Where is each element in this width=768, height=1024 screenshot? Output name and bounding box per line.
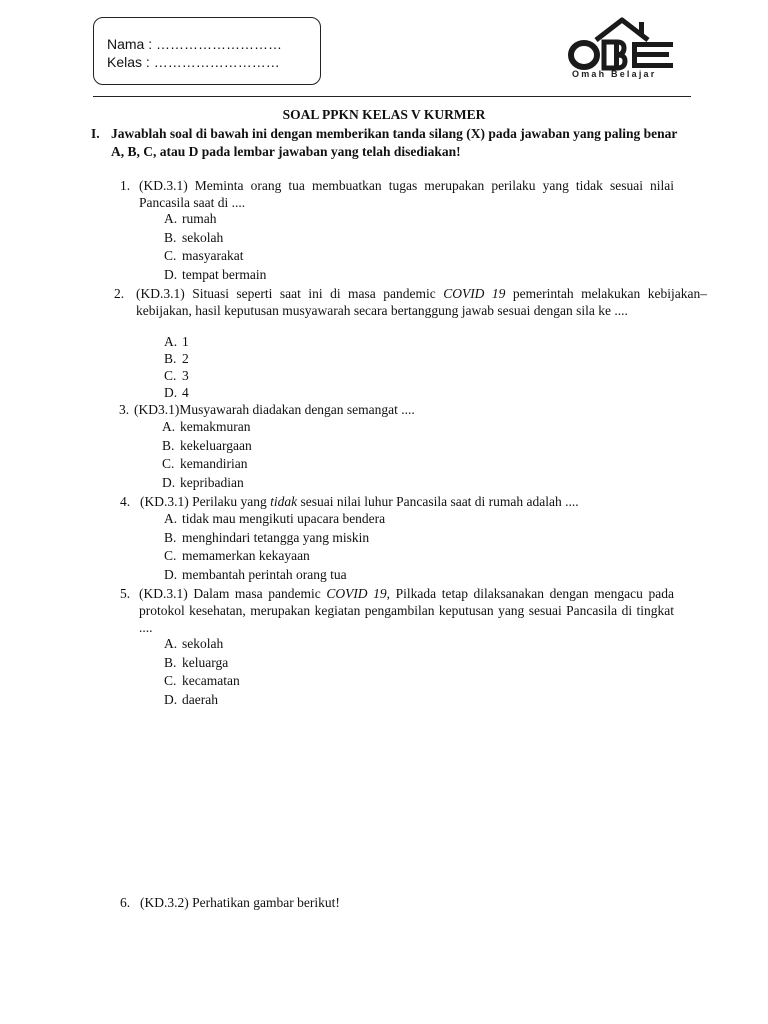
logo-caption: Omah Belajar <box>572 69 657 79</box>
question-text: (KD.3.2) Perhatikan gambar berikut! <box>140 895 340 910</box>
option-b[interactable]: B. sekolah <box>164 229 224 245</box>
question-2 <box>114 285 707 319</box>
option-d[interactable]: D. daerah <box>164 691 218 707</box>
question-number: 1. <box>120 178 131 193</box>
option-b[interactable]: B. kekeluargaan <box>162 437 252 453</box>
option-c[interactable]: C. 3 <box>164 368 189 383</box>
question-3 <box>119 401 679 418</box>
question-number: 2. <box>114 286 125 301</box>
question-1 <box>120 177 674 211</box>
option-d[interactable]: D. kepribadian <box>162 474 244 490</box>
name-field-label: Nama : ……………………… <box>107 36 283 52</box>
option-a[interactable]: A. rumah <box>164 211 217 226</box>
option-d[interactable]: D. membantah perintah orang tua <box>164 566 347 582</box>
question-text: (KD.3.1) Situasi seperti saat ini di masa pandemic COVID 19 pemerintah melakukan kebijakan–kebijakan, hasil keputusan musyawarah secara bertanggung jawab sesuai dengan sila ke .... <box>136 286 707 318</box>
question-4-options <box>164 510 385 584</box>
student-identity-box <box>93 17 321 85</box>
option-a[interactable]: A. tidak mau mengikuti upacara bendera <box>164 511 386 526</box>
question-2-options <box>164 333 189 401</box>
option-d[interactable]: D. tempat bermain <box>164 266 267 282</box>
question-text: (KD3.1)Musyawarah diadakan dengan semangat .... <box>134 402 415 417</box>
section-number: I. <box>91 126 100 141</box>
question-1-options <box>164 210 266 284</box>
option-c[interactable]: C. memamerkan kekayaan <box>164 548 310 563</box>
question-number: 5. <box>120 586 131 601</box>
page-title: SOAL PPKN KELAS V KURMER <box>282 107 486 122</box>
instruction <box>91 125 691 161</box>
instruction-text: Jawablah soal di bawah ini dengan memberikan tanda silang (X) pada jawaban yang paling benar A, B, C, atau D pada lembar jawaban yang telah disediakan! <box>111 126 678 159</box>
option-b[interactable]: B. menghindari tetangga yang miskin <box>164 529 370 545</box>
question-number: 6. <box>120 895 131 910</box>
question-number: 4. <box>120 494 131 509</box>
option-b[interactable]: B. 2 <box>164 351 189 366</box>
class-field-label: Kelas : ……………………… <box>107 54 280 70</box>
question-text: (KD.3.1) Perilaku yang tidak sesuai nilai luhur Pancasila saat di rumah adalah .... <box>140 494 579 509</box>
option-a[interactable]: A. kemakmuran <box>162 419 251 434</box>
question-3-options <box>162 418 252 492</box>
question-4 <box>120 493 680 510</box>
header-divider <box>93 96 691 97</box>
option-c[interactable]: C. kecamatan <box>164 673 240 688</box>
option-c[interactable]: C. kemandirian <box>162 456 248 471</box>
option-a[interactable]: A. sekolah <box>164 636 224 651</box>
question-5-options <box>164 635 240 709</box>
option-a[interactable]: A. 1 <box>164 334 189 349</box>
question-5 <box>120 585 674 636</box>
question-text: (KD.3.1) Meminta orang tua membuatkan tugas merupakan perilaku yang tidak sesuai nilai Pancasila saat di .... <box>139 178 674 210</box>
question-number: 3. <box>119 402 130 417</box>
question-6 <box>120 894 680 911</box>
option-d[interactable]: D. 4 <box>164 385 189 400</box>
option-b[interactable]: B. keluarga <box>164 654 229 670</box>
question-text: (KD.3.1) Dalam masa pandemic COVID 19, Pilkada tetap dilaksanakan dengan mengacu pada protokol kesehatan, merupakan kegiatan pengambilan keputusan yang sesuai Pancasila di tingkat .... <box>139 586 674 635</box>
option-c[interactable]: C. masyarakat <box>164 248 244 263</box>
